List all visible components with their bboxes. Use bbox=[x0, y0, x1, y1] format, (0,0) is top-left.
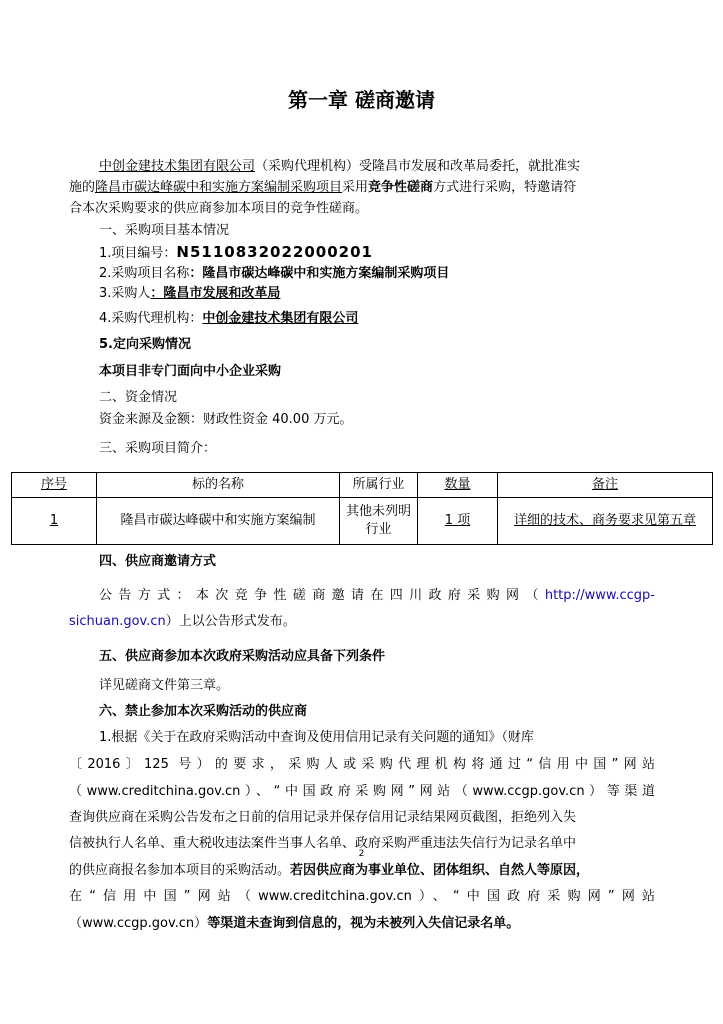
section-4-heading: 四、供应商邀请方式 bbox=[99, 554, 217, 569]
agency-item: 4.采购代理机构：中创金建技术集团有限公司 bbox=[99, 311, 359, 326]
prohibit-line-2: 〔2016〕125 号）的要求，采购人或采购代理机构将通过“信用中国”网站 bbox=[69, 757, 655, 772]
project-number: 1.项目编号：N5110832022000201 bbox=[99, 243, 373, 261]
procurement-table bbox=[11, 472, 713, 545]
section-3-heading: 三、采购项目简介： bbox=[99, 441, 217, 456]
prohibit-line-7: 在“信用中国”网站（www.creditchina.gov.cn）、“中国政府采购网”网站 bbox=[69, 889, 655, 904]
section-2-heading: 二、资金情况 bbox=[99, 390, 178, 405]
cell-no: 1 bbox=[12, 498, 97, 545]
section-6-heading: 六、禁止参加本次采购活动的供应商 bbox=[99, 704, 308, 719]
project-name: 隆昌市碳达峰碳中和实施方案编制采购项目 bbox=[95, 180, 343, 195]
table-header-row bbox=[12, 473, 713, 498]
prohibit-line-8: （www.ccgp.gov.cn）等渠道未查询到信息的，视为未被列入失信记录名单。 bbox=[69, 916, 520, 931]
header-no: 序号 bbox=[12, 473, 97, 498]
chapter-title: 第一章 磋商邀请 bbox=[288, 88, 435, 112]
prohibit-line-1: 1.根据《关于在政府采购活动中查询及使用信用记录有关问题的通知》（财库 bbox=[99, 730, 534, 745]
prohibit-line-3: （www.creditchina.gov.cn）、“中国政府采购网”网站（www.ccgp.gov.cn）等渠道 bbox=[69, 784, 655, 799]
project-title-item: 2.采购项目名称：隆昌市碳达峰碳中和实施方案编制采购项目 bbox=[99, 266, 450, 281]
cell-industry: 其他未列明行业 bbox=[340, 498, 418, 545]
agent-name: 中创金建技术集团有限公司 bbox=[99, 159, 256, 174]
prohibit-line-4: 查询供应商在采购公告发布之日前的信用记录并保存信用记录结果网页截图，拒绝列入失 bbox=[69, 810, 577, 825]
prohibit-line-6: 的供应商报名参加本项目的采购活动。若因供应商为事业单位、团体组织、自然人等原因， bbox=[69, 863, 590, 878]
funding-text: 资金来源及金额：财政性资金 40.00 万元。 bbox=[99, 412, 353, 427]
cell-note: 详细的技术、商务要求见第五章 bbox=[498, 498, 713, 545]
announce-line-1: 公告方式：本次竞争性磋商邀请在四川政府采购网（http://www.ccgp- bbox=[99, 588, 655, 603]
header-industry: 所属行业 bbox=[340, 473, 418, 498]
table-row bbox=[12, 498, 713, 545]
header-qty: 数量 bbox=[418, 473, 498, 498]
ccgp-sichuan-link[interactable]: http://www.ccgp- bbox=[544, 588, 655, 603]
purchaser-item: 3.采购人：隆昌市发展和改革局 bbox=[99, 286, 281, 301]
announce-line-2: sichuan.gov.cn）上以公告形式发布。 bbox=[69, 614, 296, 629]
intro-line-1: 中创金建技术集团有限公司（采购代理机构）受隆昌市发展和改革局委托，就批准实 bbox=[99, 159, 581, 174]
section-5-heading: 五、供应商参加本次政府采购活动应具备下列条件 bbox=[99, 649, 386, 664]
directed-procurement-value: 本项目非专门面向中小企业采购 bbox=[99, 364, 282, 379]
project-number-value: N5110832022000201 bbox=[176, 243, 373, 261]
conditions-text: 详见磋商文件第三章。 bbox=[99, 678, 230, 693]
directed-procurement-heading: 5.定向采购情况 bbox=[99, 337, 191, 352]
header-name: 标的名称 bbox=[97, 473, 340, 498]
cell-name: 隆昌市碳达峰碳中和实施方案编制 bbox=[97, 498, 340, 545]
header-note: 备注 bbox=[498, 473, 713, 498]
page-number: 2 bbox=[358, 849, 365, 859]
intro-line-3: 合本次采购要求的供应商参加本项目的竞争性磋商。 bbox=[69, 201, 369, 216]
procurement-method: 竞争性磋商 bbox=[368, 180, 434, 195]
intro-line-2: 施的隆昌市碳达峰碳中和实施方案编制采购项目采用竞争性磋商方式进行采购，特邀请符 bbox=[69, 180, 577, 195]
prohibit-line-5: 信被执行人名单、重大税收违法案件当事人名单、政府采购严重违法失信行为记录名单中 bbox=[69, 836, 577, 851]
section-1-heading: 一、采购项目基本情况 bbox=[99, 223, 230, 238]
cell-qty: 1 项 bbox=[418, 498, 498, 545]
